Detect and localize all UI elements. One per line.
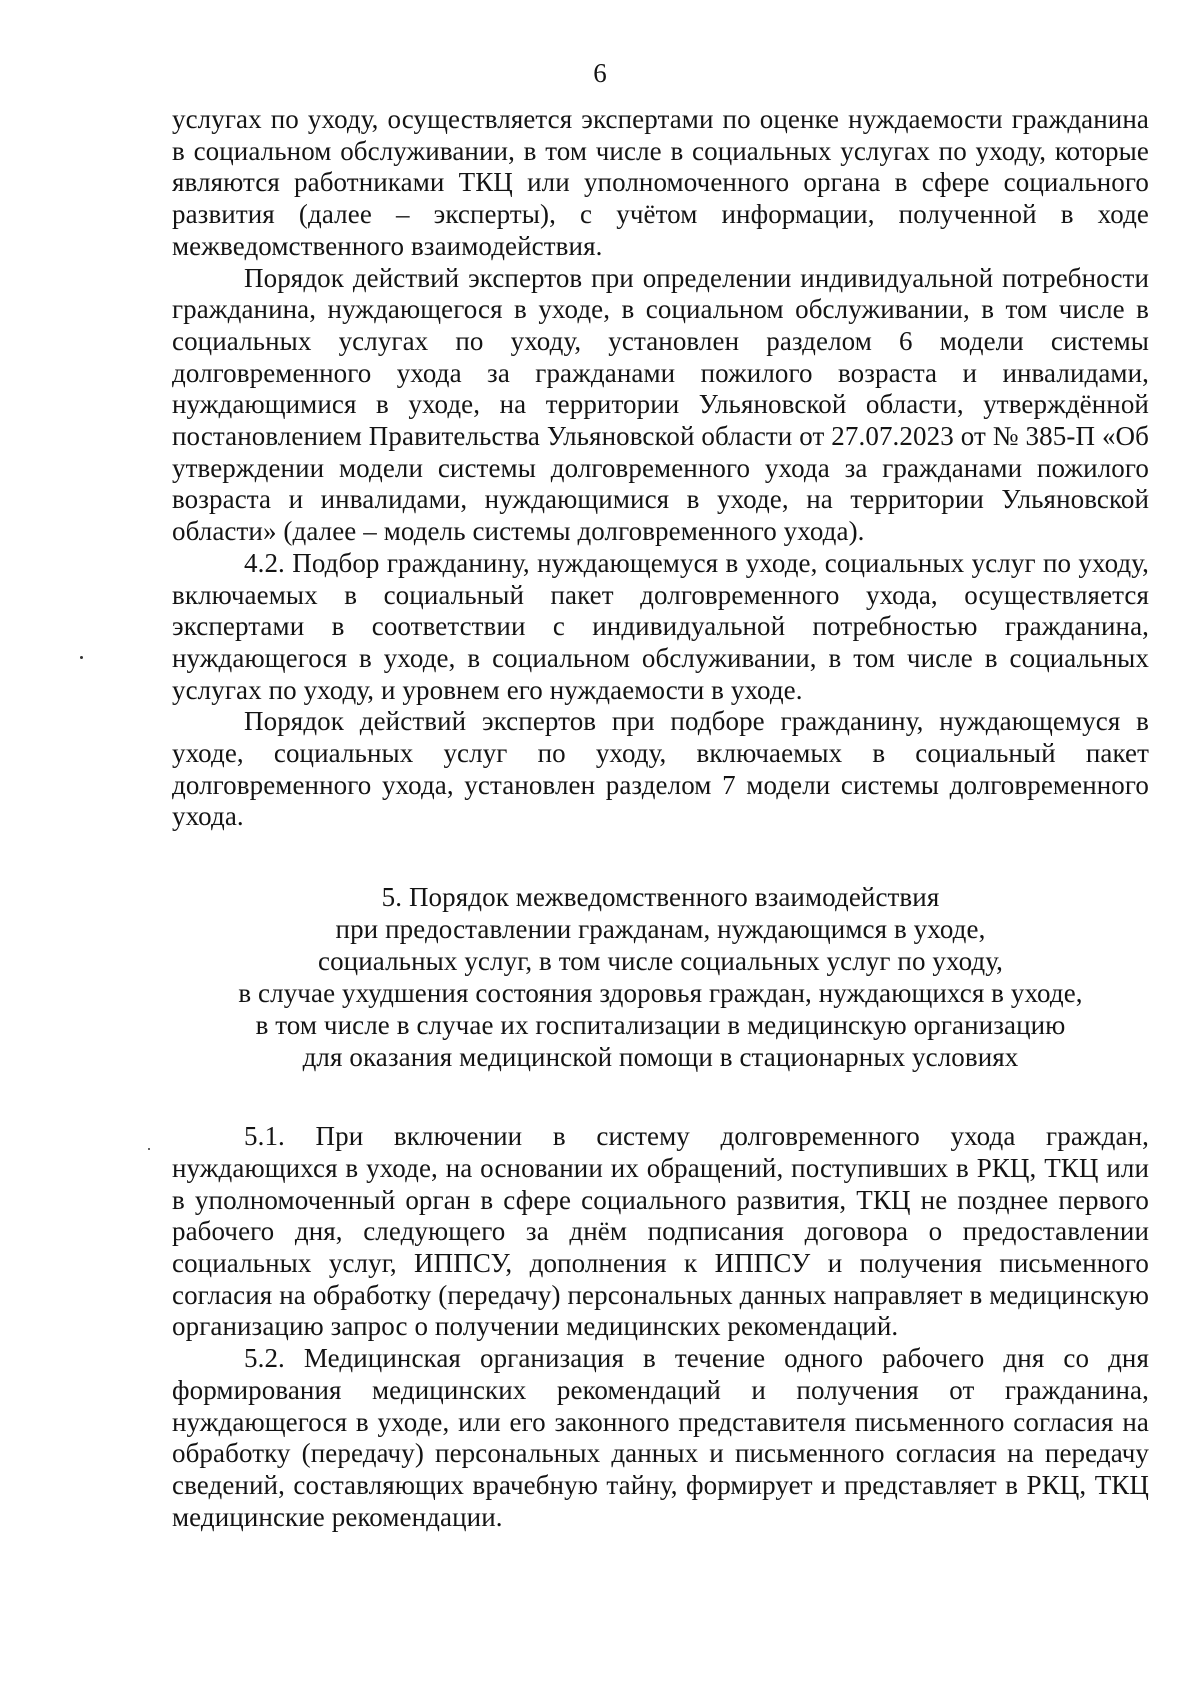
section-heading-line: в случае ухудшения состояния здоровья граждан, нуждающихся в уходе, bbox=[238, 978, 1083, 1009]
section-heading bbox=[172, 881, 1149, 1073]
section-heading-line: 5. Порядок межведомственного взаимодействия bbox=[381, 882, 940, 913]
section-heading-line: социальных услуг, в том числе социальных услуг по уходу, bbox=[318, 946, 1003, 977]
paragraph-4-2: 4.2. Подбор гражданину, нуждающемуся в уходе, социальных услуг по уходу, включаемых в социальный пакет долговременного ухода, осуществляется экспертами в соответствии с индивидуальной потребностью гражданина, нуждающегося в уходе, в социальном обслуживании, в том числе в социальных услугах по уходу, и уровнем его нуждаемости в уходе. bbox=[172, 547, 1149, 705]
paragraph-selection-procedure: Порядок действий экспертов при подборе гражданину, нуждающемуся в уходе, социальных услуг по уходу, включаемых в социальный пакет долговременного ухода, установлен разделом 7 модели системы долговременного ухода. bbox=[172, 706, 1149, 832]
section-heading-line: при предоставлении гражданам, нуждающимся в уходе, bbox=[335, 914, 986, 945]
scan-speck bbox=[80, 656, 83, 659]
scan-speck bbox=[148, 1148, 150, 1150]
page-number: 6 bbox=[593, 58, 607, 88]
paragraph-experts-procedure: Порядок действий экспертов при определении индивидуальной потребности гражданина, нуждающегося в уходе, в социальном обслуживании, в том числе в социальных услугах по уходу, установлен разделом 6 модели системы долговременного ухода за гражданами пожилого возраста и инвалидами, нуждающимися в уходе, на территории Ульяновской области, утверждённой постановлением Правительства Ульяновской области от 27.07.2023 от № 385-П «Об утверждении модели системы долговременного ухода за гражданами пожилого возраста и инвалидами, нуждающимися в уходе, на территории Ульяновской области» (далее – модель системы долговременного ухода). bbox=[172, 262, 1149, 547]
section-heading-line: для оказания медицинской помощи в стационарных условиях bbox=[302, 1042, 1019, 1073]
section-heading-line: в том числе в случае их госпитализации в медицинскую организацию bbox=[255, 1010, 1066, 1041]
document-body bbox=[172, 104, 1149, 1533]
paragraph-continuation: услугах по уходу, осуществляется экспертами по оценке нуждаемости гражданина в социальном обслуживании, в том числе в социальных услугах по уходу, которые являются работниками ТКЦ или уполномоченного органа в сфере социального развития (далее – эксперты), с учётом информации, полученной в ходе межведомственного взаимодействия. bbox=[172, 104, 1149, 261]
paragraph-5-1: 5.1. При включении в систему долговременного ухода граждан, нуждающихся в уходе, на основании их обращений, поступивших в РКЦ, ТКЦ или в уполномоченный орган в сфере социального развития, ТКЦ не позднее первого рабочего дня, следующего за днём подписания договора о предоставлении социальных услуг, ИППСУ, дополнения к ИППСУ и получения письменного согласия на обработку (передачу) персональных данных направляет в медицинскую организацию запрос о получении медицинских рекомендаций. bbox=[172, 1121, 1149, 1342]
paragraph-5-2: 5.2. Медицинская организация в течение одного рабочего дня со дня формирования медицинских рекомендаций и получения от гражданина, нуждающегося в уходе, или его законного представителя письменного согласия на обработку (передачу) персональных данных и письменного согласия на передачу сведений, составляющих врачебную тайну, формирует и представляет в РКЦ, ТКЦ медицинские рекомендации. bbox=[172, 1343, 1149, 1532]
